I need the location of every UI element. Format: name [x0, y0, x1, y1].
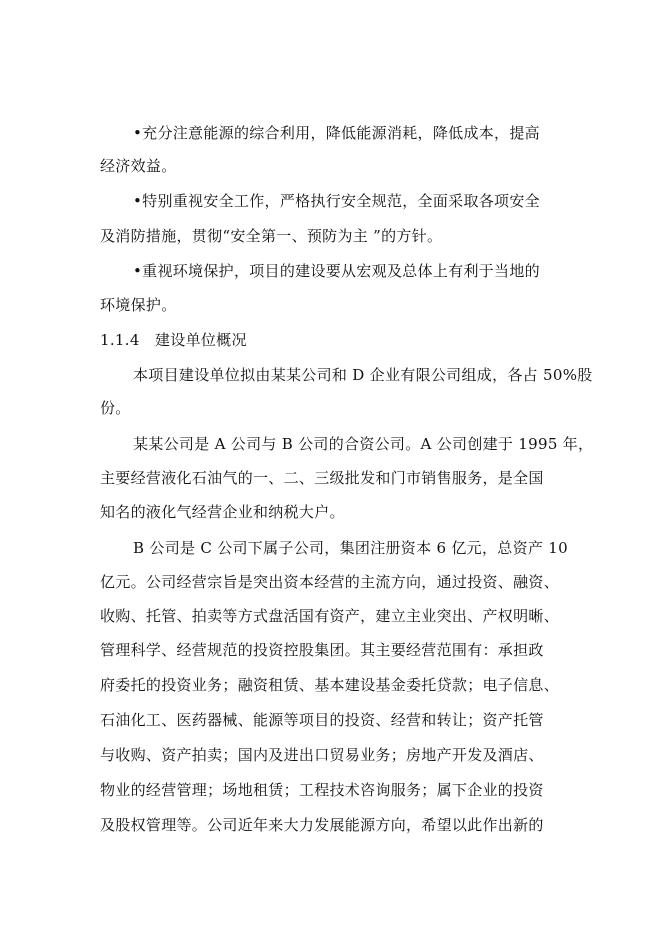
bullet-1-line-1: •充分注意能源的综合利用，降低能源消耗，降低成本，提高: [133, 124, 540, 142]
paragraph-3-line-4: 管理科学、经营规范的投资控股集团。其主要经营范围有：承担政: [100, 641, 544, 659]
bullet-1-line-2: 经济效益。: [100, 157, 177, 175]
paragraph-3-line-9: 及股权管理等。公司近年来大力发展能源方向，希望以此作出新的: [100, 816, 544, 834]
bullet-3-line-1: •重视环境保护，项目的建设要从宏观及总体上有利于当地的: [133, 262, 540, 280]
paragraph-3-line-6: 石油化工、医药器械、能源等项目的投资、经营和转让；资产托管: [100, 711, 544, 729]
paragraph-1-line-1: 本项目建设单位拟由某某公司和 D 企业有限公司组成，各占 50%股: [133, 366, 593, 384]
paragraph-1-line-2: 份。: [100, 399, 131, 417]
paragraph-3-line-2: 亿元。公司经营宗旨是突出资本经营的主流方向，通过投资、融资、: [100, 573, 560, 591]
paragraph-2-line-1: 某某公司是 A 公司与 B 公司的合资公司。A 公司创建于 1995 年，: [133, 435, 594, 453]
paragraph-3-line-1: B 公司是 C 公司下属子公司，集团注册资本 6 亿元，总资产 10: [133, 539, 568, 557]
paragraph-2-line-2: 主要经营液化石油气的一、二、三级批发和门市销售服务，是全国: [100, 469, 544, 487]
paragraph-3-line-3: 收购、托管、拍卖等方式盘活国有资产，建立主业突出、产权明晰、: [100, 607, 560, 625]
paragraph-2-line-3: 知名的液化气经营企业和纳税大户。: [100, 503, 345, 521]
bullet-3-line-2: 环境保护。: [100, 296, 177, 314]
paragraph-3-line-5: 府委托的投资业务；融资租赁、基本建设基金委托贷款；电子信息、: [100, 676, 560, 694]
section-heading: 1.1.4 建设单位概况: [100, 331, 247, 349]
paragraph-3-line-8: 物业的经营管理；场地租赁；工程技术咨询服务；属下企业的投资: [100, 781, 544, 799]
bullet-2-line-2: 及消防措施，贯彻“安全第一、预防为主 ”的方针。: [100, 227, 443, 245]
paragraph-3-line-7: 与收购、资产拍卖；国内及进出口贸易业务；房地产开发及酒店、: [100, 746, 544, 764]
bullet-2-line-1: •特别重视安全工作，严格执行安全规范，全面采取各项安全: [133, 192, 540, 210]
